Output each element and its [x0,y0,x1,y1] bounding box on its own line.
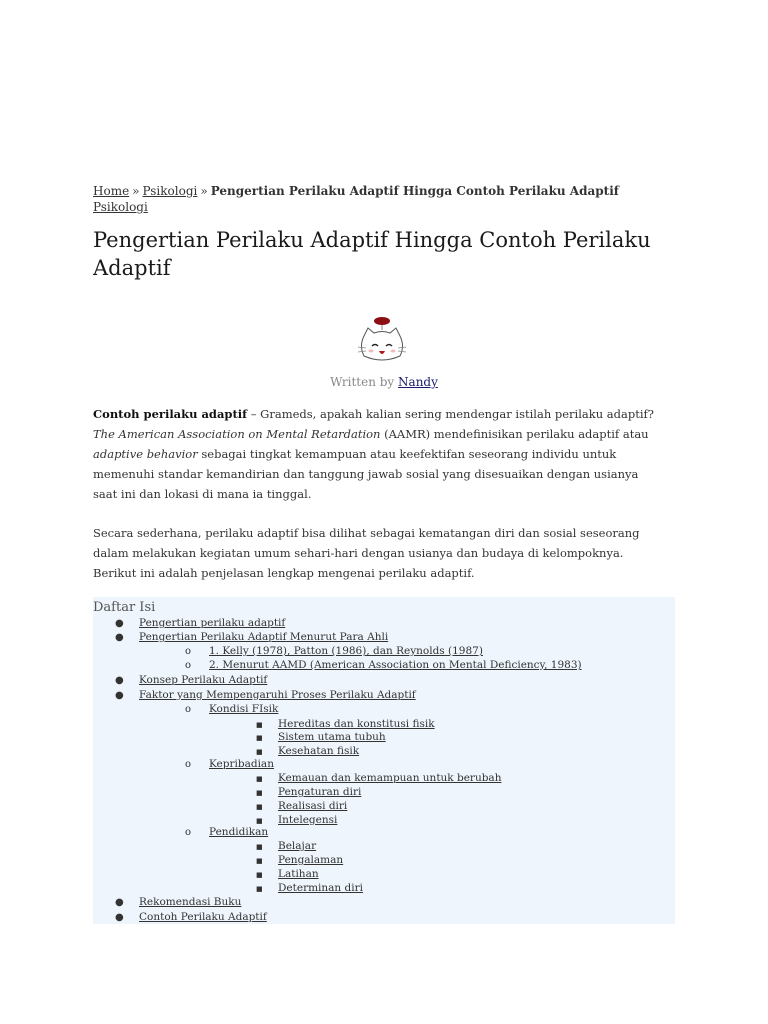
toc-bullet-icon: ■ [256,721,263,729]
toc-link[interactable]: Belajar [278,840,317,852]
toc-link[interactable]: Konsep Perilaku Adaptif [139,674,268,686]
toc-bullet-icon: o [185,704,192,715]
intro-bold: Contoh perilaku adaptif [93,407,248,421]
toc-bullet-icon: ■ [256,775,263,783]
toc-link[interactable]: Intelegensi [278,814,338,826]
cat-avatar-icon [358,316,410,366]
toc-bullet-icon: o [185,646,192,657]
toc-link[interactable]: Faktor yang Mempengaruhi Proses Perilaku Adaptif [139,689,416,701]
intro-text: – Grameds, apakah kalian sering mendengar istilah perilaku adaptif? [247,407,654,421]
intro-text: sebagai tingkat kemampuan atau keefektifan seseorang individu untuk memenuhi standar kemandirian dan tanggung jawab sosial yang disesuaikan dengan usianya saat ini dan lokasi di mana ia tinggal. [93,447,639,501]
second-paragraph: Secara sederhana, perilaku adaptif bisa dilihat sebagai kematangan diri dan sosial seseorang dalam melakukan kegiatan umum sehari-hari dengan usianya dan budaya di kelompoknya. Berikut ini adalah penjelasan lengkap mengenai perilaku adaptif. [93,526,640,580]
toc-bullet-icon: ■ [256,789,263,797]
breadcrumb-separator: » [200,184,208,198]
toc-bullet-icon: ● [115,618,124,629]
toc-link[interactable]: 2. Menurut AAMD (American Association on Mental Deficiency, 1983) [209,659,582,671]
toc-bullet-icon: ■ [256,803,263,811]
breadcrumb-home-link[interactable]: Home [93,184,130,198]
author-byline [93,374,675,390]
intro-text: (AAMR) mendefinisikan perilaku adaptif atau [380,427,649,441]
toc-bullet-icon: ■ [256,843,263,851]
category-tag [93,199,148,215]
toc-link[interactable]: Pengertian perilaku adaptif [139,617,286,629]
toc-link[interactable]: Rekomendasi Buku [139,896,242,908]
toc-bullet-icon: ■ [256,734,263,742]
toc-bullet-icon: ■ [256,885,263,893]
toc-link[interactable]: Kemauan dan kemampuan untuk berubah [278,772,502,784]
author-link[interactable]: Nandy [398,375,438,389]
toc-link[interactable]: Kondisi FIsik [209,703,279,715]
toc-bullet-icon: o [185,660,192,671]
intro-italic: adaptive behavior [93,447,198,461]
toc-bullet-icon: o [185,759,192,770]
toc-link[interactable]: Realisasi diri [278,800,348,812]
toc-bullet-icon: ● [115,632,124,643]
toc-bullet-icon: ■ [256,817,263,825]
breadcrumb [93,183,675,199]
toc-title: Daftar Isi [93,600,156,615]
category-link[interactable]: Psikologi [93,200,148,214]
toc-bullet-icon: ■ [256,857,263,865]
breadcrumb-current: Pengertian Perilaku Adaptif Hingga Contoh Perilaku Adaptif [210,184,619,198]
toc-bullet-icon: ● [115,897,124,908]
toc-link[interactable]: Pengertian Perilaku Adaptif Menurut Para Ahli [139,631,389,643]
toc-link[interactable]: 1. Kelly (1978), Patton (1986), dan Reynolds (1987) [209,645,483,657]
toc-bullet-icon: ● [115,912,124,923]
toc-link[interactable]: Pengalaman [278,854,344,866]
toc-link[interactable]: Latihan [278,868,319,880]
intro-italic: The American Association on Mental Retardation [93,427,381,441]
toc-link[interactable]: Pengaturan diri [278,786,362,798]
toc-bullet-icon: ■ [256,748,263,756]
toc-bullet-icon: ● [115,690,124,701]
toc-bullet-icon: o [185,827,192,838]
byline-prefix: Written by [330,375,395,389]
toc-bullet-icon: ● [115,675,124,686]
page-title: Pengertian Perilaku Adaptif Hingga Contoh Perilaku Adaptif [93,228,651,280]
breadcrumb-separator: » [132,184,140,198]
intro-paragraph [93,404,663,504]
toc-bullet-icon: ■ [256,871,263,879]
table-of-contents [93,597,675,924]
toc-link[interactable]: Sistem utama tubuh [278,731,386,743]
toc-link[interactable]: Contoh Perilaku Adaptif [139,911,267,923]
toc-link[interactable]: Kepribadian [209,758,274,770]
toc-link[interactable]: Hereditas dan konstitusi fisik [278,718,435,730]
toc-link[interactable]: Kesehatan fisik [278,745,360,757]
toc-link[interactable]: Determinan diri [278,882,363,894]
breadcrumb-category-link[interactable]: Psikologi [142,184,198,198]
toc-link[interactable]: Pendidikan [209,826,269,838]
